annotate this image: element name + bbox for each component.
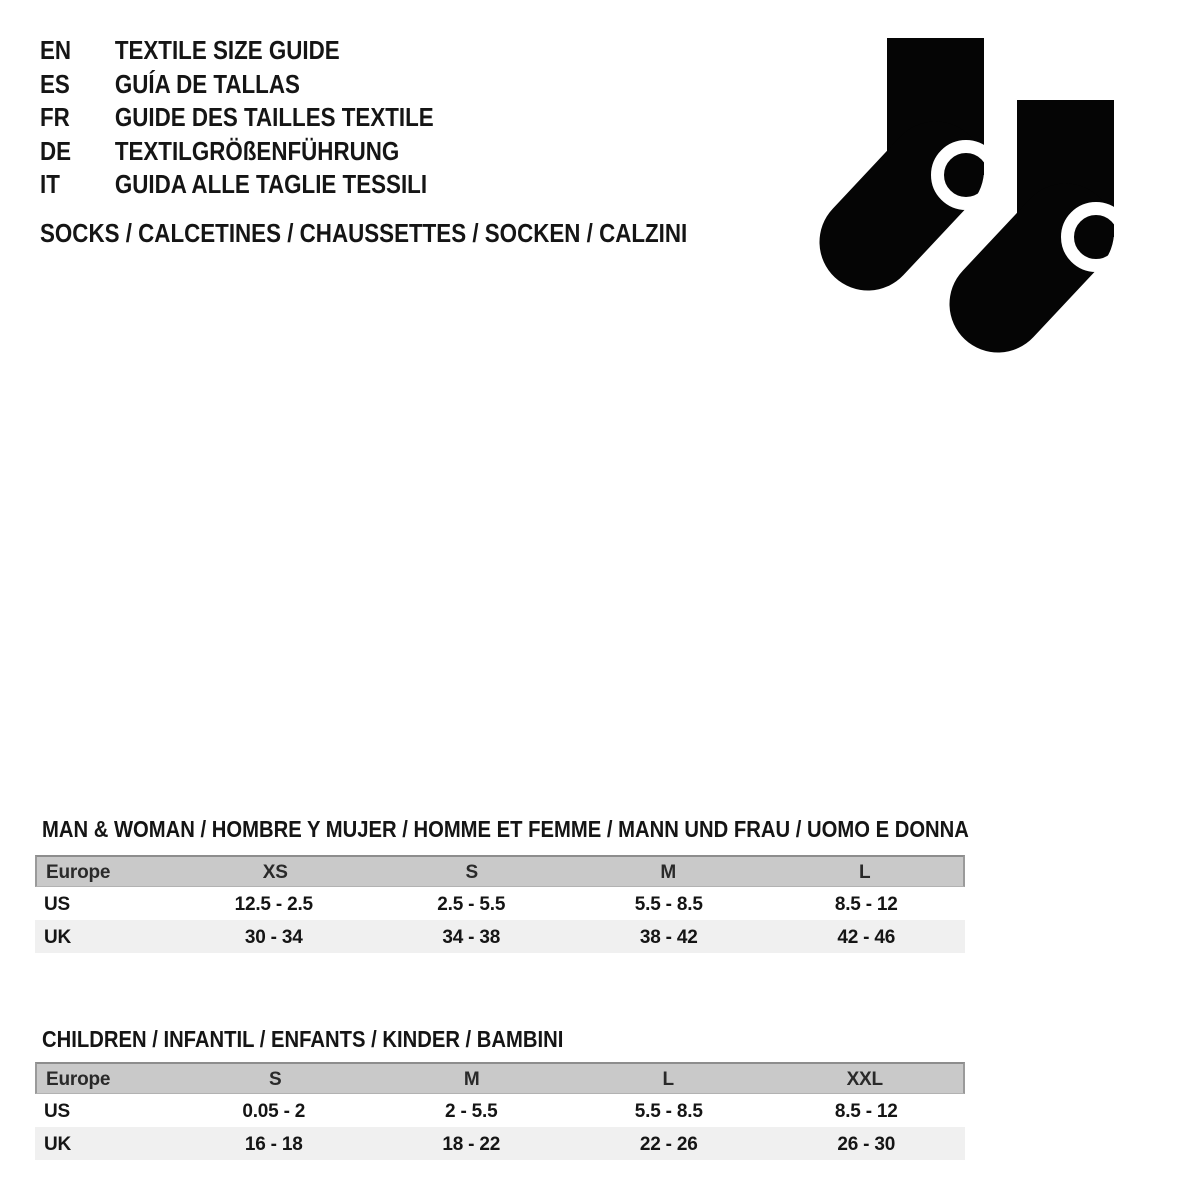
- size-value: 5.5 - 8.5: [634, 893, 703, 915]
- language-title-list: [40, 34, 498, 202]
- size-value: 22 - 26: [639, 1133, 698, 1155]
- size-value: 2.5 - 5.5: [437, 893, 506, 915]
- header-cell-size: M: [660, 861, 677, 883]
- size-table-children: [35, 1062, 965, 1160]
- header-cell-size: XS: [262, 861, 288, 883]
- language-code: FR: [40, 102, 70, 133]
- language-code: DE: [40, 135, 72, 166]
- guide-title-es: GUÍA DE TALLAS: [114, 68, 300, 99]
- sock-right: [998, 100, 1125, 304]
- guide-title-en: TEXTILE SIZE GUIDE: [114, 35, 340, 66]
- language-row-fr: [40, 101, 434, 135]
- language-row-it: [40, 168, 434, 202]
- socks-icon: [815, 30, 1135, 360]
- header-cell-size: L: [662, 1068, 674, 1090]
- size-value: 5.5 - 8.5: [634, 1100, 703, 1122]
- table-title-adults: MAN & WOMAN / HOMBRE Y MUJER / HOMME ET FEMME / MANN UND FRAU / UOMO E DONNA: [42, 816, 969, 842]
- size-value: 26 - 30: [837, 1133, 896, 1155]
- header-cell-region: Europe: [46, 861, 111, 883]
- row-label: UK: [44, 926, 72, 948]
- size-value: 34 - 38: [442, 926, 501, 948]
- size-table-adults: [35, 855, 965, 953]
- header-cell-size: L: [859, 861, 871, 883]
- language-code: IT: [40, 169, 60, 200]
- guide-title-fr: GUIDE DES TAILLES TEXTILE: [114, 102, 434, 133]
- row-label: US: [44, 893, 70, 915]
- size-value: 0.05 - 2: [242, 1100, 306, 1122]
- language-row-de: [40, 135, 434, 169]
- size-value: 30 - 34: [244, 926, 303, 948]
- size-value: 38 - 42: [639, 926, 698, 948]
- language-code: ES: [40, 68, 70, 99]
- sock-left: [868, 38, 995, 242]
- row-label: US: [44, 1100, 70, 1122]
- row-label: UK: [44, 1133, 72, 1155]
- table-row-uk: [35, 1127, 965, 1160]
- header-cell-region: Europe: [46, 1068, 111, 1090]
- category-line: SOCKS / CALCETINES / CHAUSSETTES / SOCKEN / CALZINI: [40, 218, 688, 248]
- table-row-us: [35, 1094, 965, 1127]
- size-value: 16 - 18: [244, 1133, 303, 1155]
- language-code: EN: [40, 35, 72, 66]
- header-cell-size: XXL: [846, 1068, 883, 1090]
- language-row-es: [40, 68, 434, 102]
- size-value: 42 - 46: [837, 926, 896, 948]
- size-value: 8.5 - 12: [834, 1100, 898, 1122]
- table-title-children: CHILDREN / INFANTIL / ENFANTS / KINDER / BAMBINI: [42, 1026, 564, 1052]
- table-header-row: [35, 1062, 965, 1094]
- header-cell-size: M: [463, 1068, 480, 1090]
- size-value: 8.5 - 12: [834, 893, 898, 915]
- header-cell-size: S: [465, 861, 478, 883]
- guide-title-de: TEXTILGRÖßENFÜHRUNG: [114, 135, 400, 166]
- language-row-en: [40, 34, 434, 68]
- size-value: 12.5 - 2.5: [234, 893, 313, 915]
- guide-title-it: GUIDA ALLE TAGLIE TESSILI: [114, 169, 428, 200]
- table-row-us: [35, 887, 965, 920]
- size-value: 18 - 22: [442, 1133, 501, 1155]
- table-header-row: [35, 855, 965, 887]
- table-row-uk: [35, 920, 965, 953]
- header-cell-size: S: [269, 1068, 282, 1090]
- size-value: 2 - 5.5: [445, 1100, 498, 1122]
